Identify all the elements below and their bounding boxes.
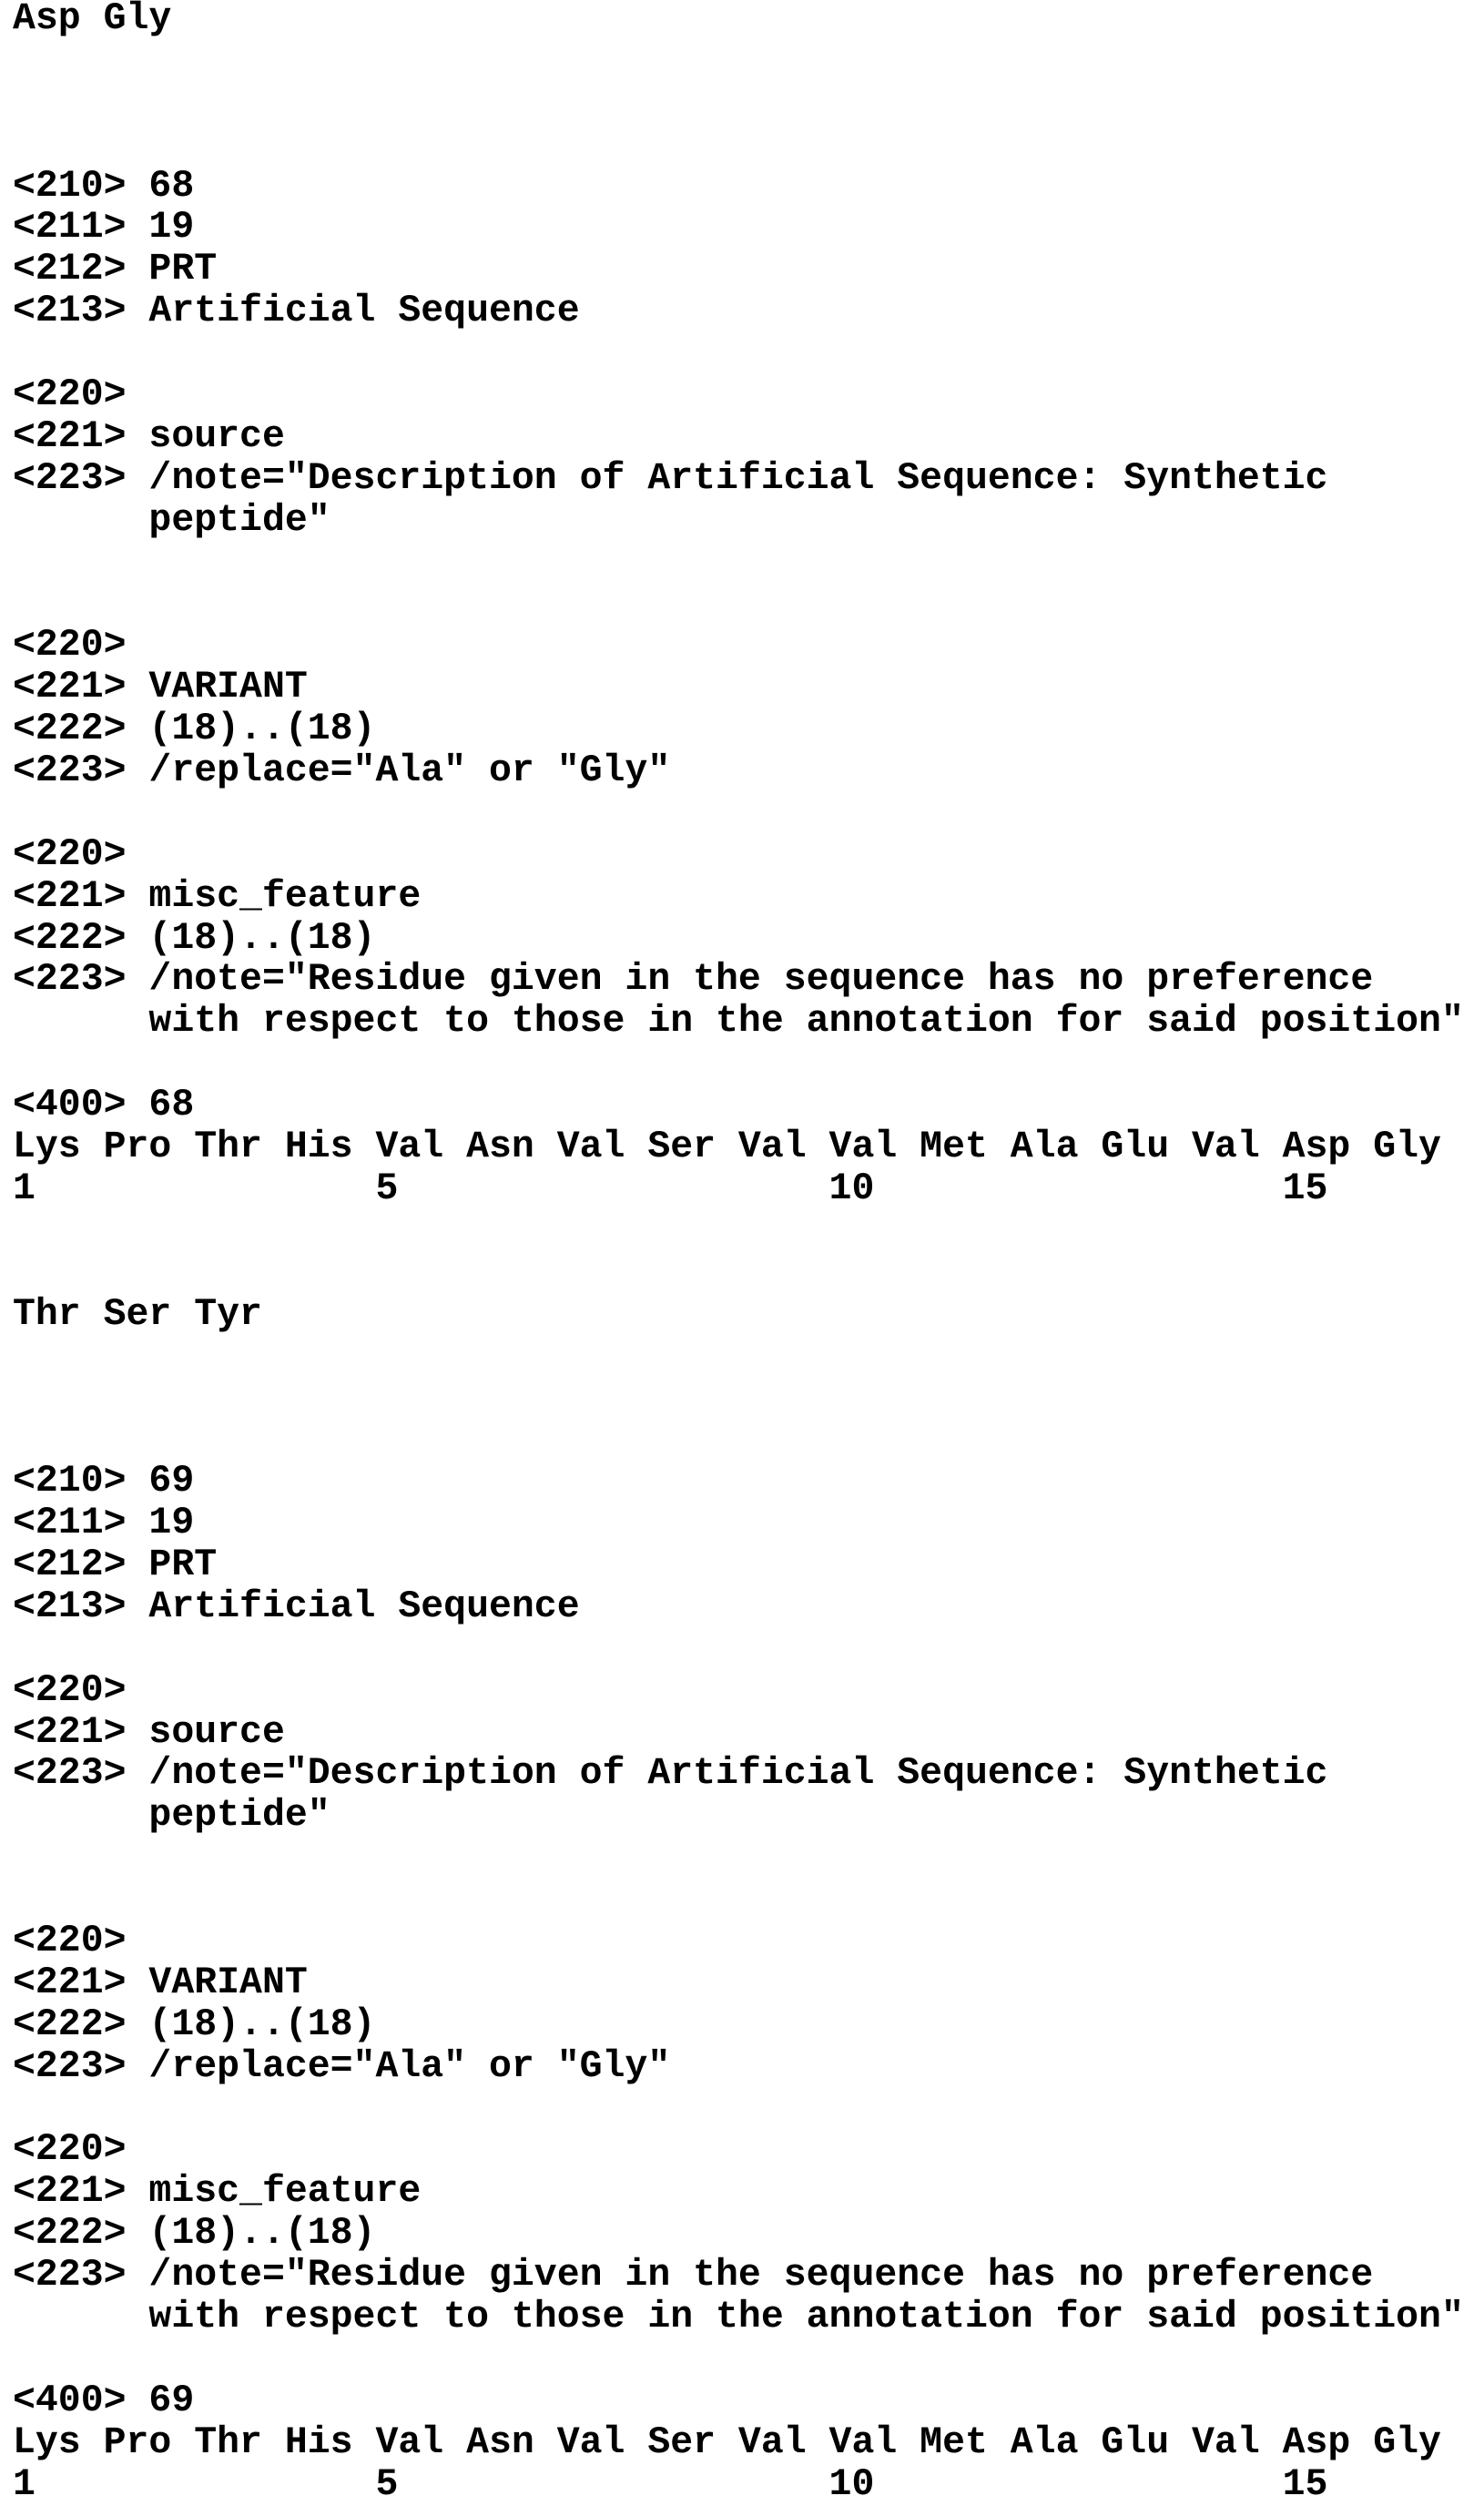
feature-location: <222> (18)..(18): [13, 708, 1464, 750]
feature-location: <222> (18)..(18): [13, 918, 1464, 960]
organism-line: <213> Artificial Sequence: [13, 1586, 1464, 1628]
feature-note: <223> /note="Residue given in the sequence has no preference: [13, 959, 1464, 1001]
feature-location: <222> (18)..(18): [13, 2004, 1464, 2046]
feature-key: <221> source: [13, 416, 1464, 458]
sequence-header: <400> 68: [13, 1085, 1464, 1126]
feature-note: <223> /replace="Ala" or "Gly": [13, 750, 1464, 792]
feature-header: <220>: [13, 834, 1464, 876]
feature-key: <221> misc_feature: [13, 2171, 1464, 2213]
residue-numbering: 1 5 10 15: [13, 1168, 1464, 1210]
feature-key: <221> source: [13, 1712, 1464, 1754]
feature-note: <223> /note="Description of Artificial Sequence: Synthetic: [13, 458, 1464, 500]
feature-note-cont: with respect to those in the annotation for said position": [13, 1001, 1464, 1043]
seq-id-line: <210> 68: [13, 166, 1464, 208]
feature-key: <221> VARIANT: [13, 1962, 1464, 2004]
feature-note: <223> /replace="Ala" or "Gly": [13, 2046, 1464, 2088]
feature-note: <223> /note="Description of Artificial Sequence: Synthetic: [13, 1753, 1464, 1795]
seq-id-line: <210> 69: [13, 1461, 1464, 1503]
length-line: <211> 19: [13, 207, 1464, 249]
feature-note: <223> /note="Residue given in the sequence has no preference: [13, 2255, 1464, 2297]
feature-header: <220>: [13, 1920, 1464, 1962]
sequence-listing: [13, 0, 1464, 2505]
length-line: <211> 19: [13, 1503, 1464, 1544]
feature-header: <220>: [13, 1670, 1464, 1712]
feature-location: <222> (18)..(18): [13, 2213, 1464, 2255]
sequence-continuation: Asp Gly: [13, 0, 1464, 40]
type-line: <212> PRT: [13, 1544, 1464, 1586]
feature-note-cont: peptide": [13, 500, 1464, 542]
type-line: <212> PRT: [13, 249, 1464, 290]
feature-note-cont: with respect to those in the annotation for said position": [13, 2297, 1464, 2338]
feature-key: <221> misc_feature: [13, 876, 1464, 918]
feature-key: <221> VARIANT: [13, 667, 1464, 708]
feature-note-cont: peptide": [13, 1795, 1464, 1837]
sequence-header: <400> 69: [13, 2380, 1464, 2422]
sequence-residues-cont: Thr Ser Tyr: [13, 1294, 1464, 1336]
feature-header: <220>: [13, 374, 1464, 416]
sequence-residues: Lys Pro Thr His Val Asn Val Ser Val Val Met Ala Glu Val Asp Gly: [13, 2422, 1464, 2464]
residue-numbering: 1 5 10 15: [13, 2464, 1464, 2506]
sequence-residues: Lys Pro Thr His Val Asn Val Ser Val Val Met Ala Glu Val Asp Gly: [13, 1126, 1464, 1168]
feature-header: <220>: [13, 2129, 1464, 2171]
feature-header: <220>: [13, 625, 1464, 667]
organism-line: <213> Artificial Sequence: [13, 290, 1464, 332]
